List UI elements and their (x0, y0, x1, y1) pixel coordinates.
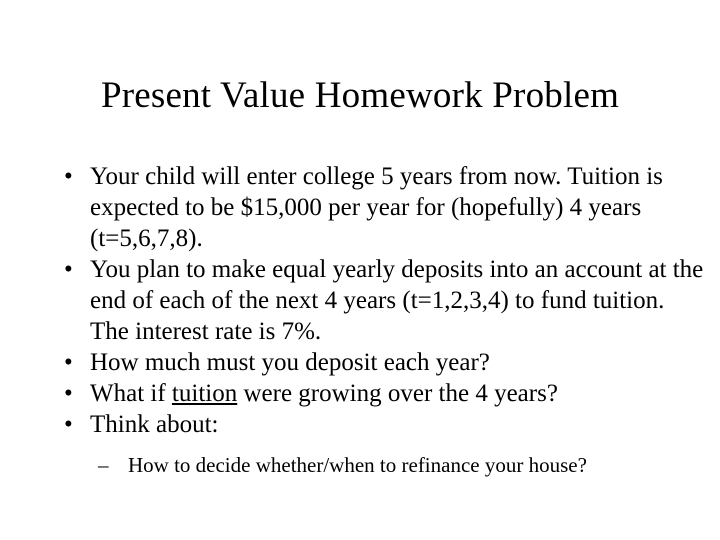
sub-bullet-list (90, 452, 704, 478)
sub-bullet-text: How to decide whether/when to refinance your house? (128, 453, 587, 477)
bullet-text: Your child will enter college 5 years from now. Tuition is expected to be $15,000 per year for (hopefully) 4 years (t=5,6,7,8). (90, 163, 663, 252)
dash-icon: – (98, 453, 109, 477)
bullet-dot-icon: • (64, 163, 73, 190)
bullet-item-growing-tuition (64, 378, 704, 409)
bullet-text: How much must you deposit each year? (90, 349, 490, 376)
bullet-dot-icon: • (64, 256, 73, 283)
bullet-item-question (64, 347, 704, 378)
sub-bullet-item-refinance (98, 452, 704, 478)
bullet-text (90, 378, 704, 409)
bullet-text: You plan to make equal yearly deposits into an account at the end of each of the next 4 years (t=1,2,3,4) to fund tuition. The interest rate is 7%. (90, 256, 704, 345)
bullet-item-deposit-plan (64, 254, 704, 347)
bullet-dot-icon: • (64, 380, 73, 407)
bullet-text-after: were growing over the 4 years? (237, 380, 558, 407)
underlined-word: tuition (171, 380, 238, 407)
bullet-list (64, 161, 704, 478)
bullet-dot-icon: • (64, 349, 73, 376)
bullet-item-think-about (64, 409, 704, 478)
bullet-dot-icon: • (64, 411, 73, 438)
bullet-text-before: What if (90, 380, 172, 407)
bullet-item-college-timing (64, 161, 704, 254)
slide-title: Present Value Homework Problem (100, 75, 620, 116)
bullet-text: Think about: (90, 411, 219, 438)
